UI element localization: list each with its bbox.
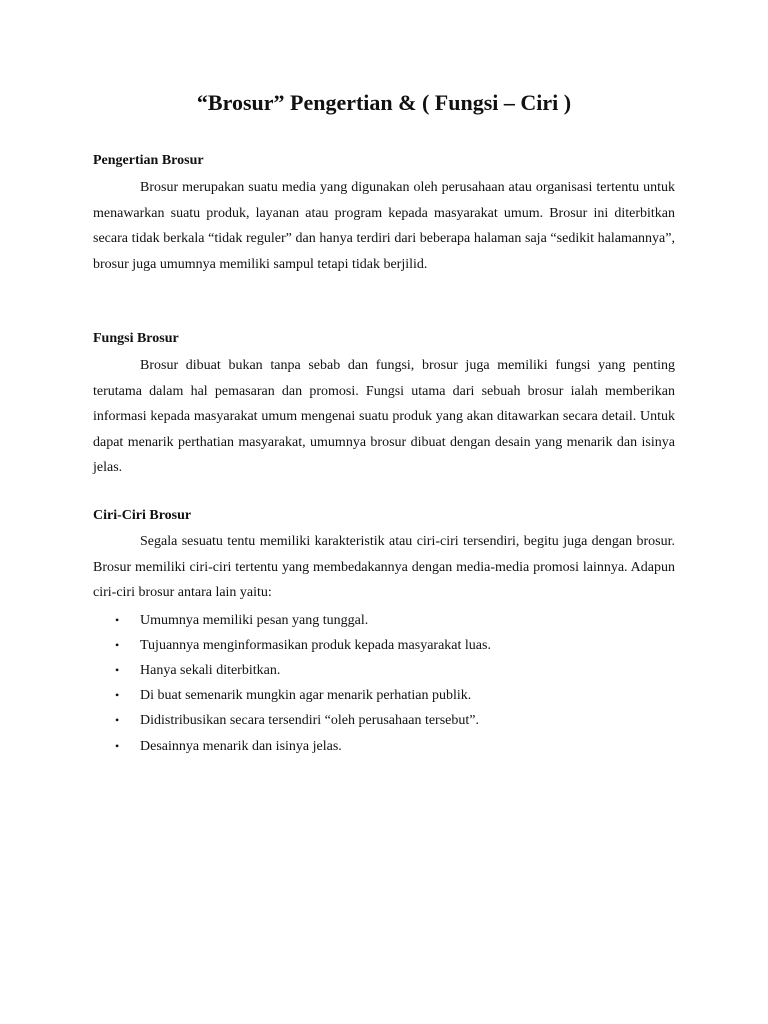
section-heading: Ciri-Ciri Brosur bbox=[93, 508, 192, 523]
bullet-icon: • bbox=[115, 612, 120, 627]
section-heading: Pengertian Brosur bbox=[93, 153, 204, 168]
list-item bbox=[93, 633, 675, 658]
document-title: “Brosur” Pengertian & ( Fungsi – Ciri ) bbox=[196, 90, 572, 115]
bullet-icon: • bbox=[115, 688, 120, 703]
section-paragraph: Segala sesuatu tentu memiliki karakteristik atau ciri-ciri tersendiri, begitu juga dengan brosur. Brosur memiliki ciri-ciri tertentu yang membedakannya dengan media-media promosi lainnya. Adapun ciri-ciri brosur antara lain yaitu: bbox=[93, 534, 675, 600]
section-fungsi bbox=[93, 330, 675, 481]
bullet-icon: • bbox=[115, 637, 120, 652]
list-item-text: Di buat semenarik mungkin agar menarik perhatian publik. bbox=[140, 688, 472, 704]
section-paragraph: Brosur dibuat bukan tanpa sebab dan fungsi, brosur juga memiliki fungsi yang penting terutama dalam hal pemasaran dan promosi. Fungsi utama dari sebuah brosur ialah memberikan informasi kepada masyarakat umum mengenai suatu produk yang akan ditawarkan secara detail. Untuk dapat menarik perthatian masyarakat, umumnya brosur dibuat dengan desain yang menarik dan isinya jelas. bbox=[93, 358, 675, 475]
bullet-icon: • bbox=[115, 662, 120, 677]
section-heading: Fungsi Brosur bbox=[93, 331, 179, 346]
list-item bbox=[93, 734, 675, 759]
list-item-text: Hanya sekali diterbitkan. bbox=[140, 662, 281, 678]
bullet-icon: • bbox=[115, 738, 120, 753]
bullet-icon: • bbox=[115, 713, 120, 728]
list-item bbox=[93, 683, 675, 708]
list-item-text: Desainnya menarik dan isinya jelas. bbox=[140, 738, 342, 754]
section-pengertian bbox=[93, 152, 675, 277]
list-item-text: Didistribusikan secara tersendiri “oleh perusahaan tersebut”. bbox=[140, 713, 479, 729]
list-item-text: Umumnya memiliki pesan yang tunggal. bbox=[140, 612, 369, 628]
list-item bbox=[93, 708, 675, 733]
list-item-text: Tujuannya menginformasikan produk kepada masyarakat luas. bbox=[140, 637, 491, 653]
bullet-list bbox=[93, 608, 675, 759]
list-item bbox=[93, 658, 675, 683]
section-paragraph: Brosur merupakan suatu media yang digunakan oleh perusahaan atau organisasi tertentu untuk menawarkan suatu produk, layanan atau program kepada masyarakat umum. Brosur ini diterbitkan secara tidak berkala “tidak reguler” dan hanya terdiri dari beberapa halaman saja “sedikit halamannya”, brosur juga umumnya memiliki sampul tetapi tidak berjilid. bbox=[93, 180, 675, 272]
list-item bbox=[93, 608, 675, 633]
section-ciri bbox=[93, 507, 675, 759]
